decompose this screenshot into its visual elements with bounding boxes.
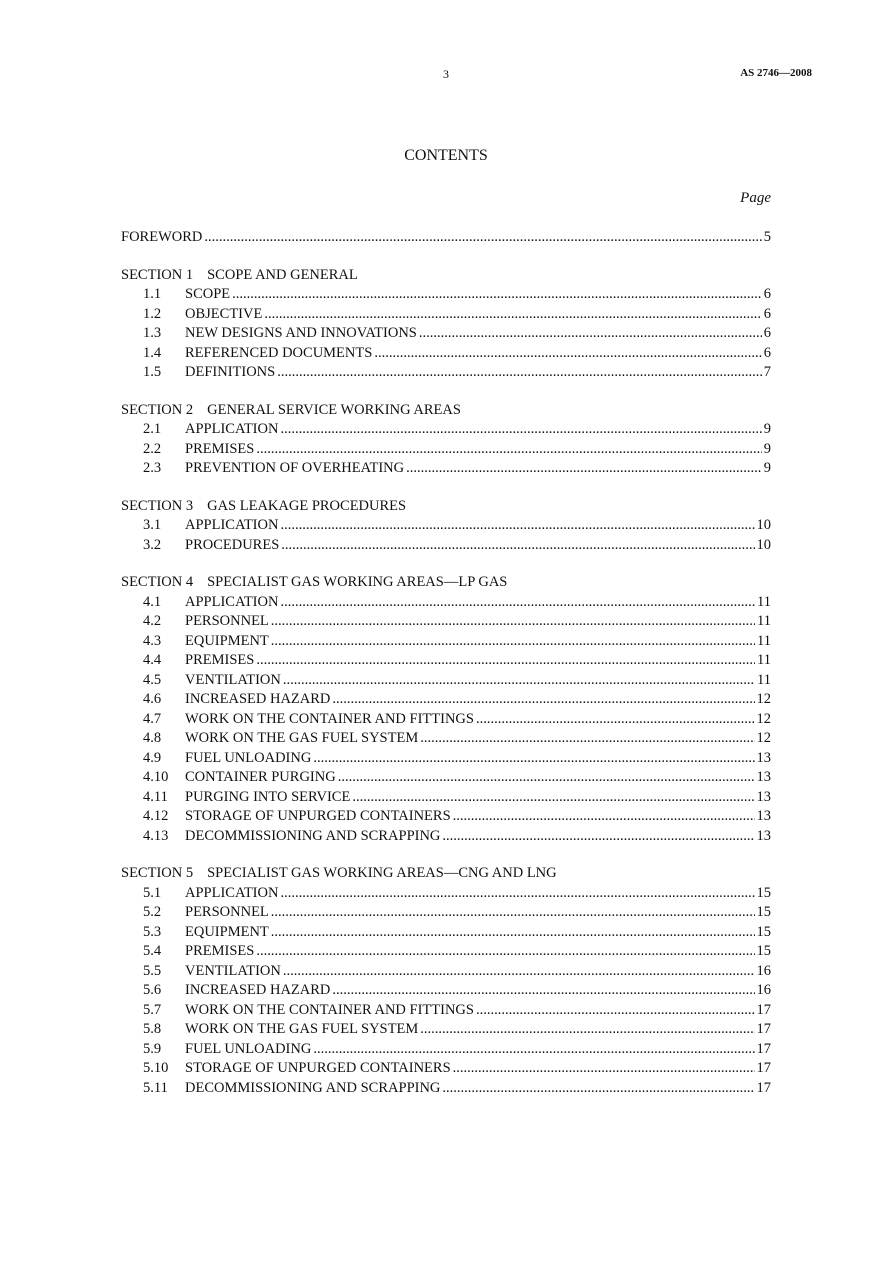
document-code: AS 2746—2008 — [740, 67, 812, 79]
leader-dots — [453, 807, 755, 827]
toc-entry[interactable] — [121, 807, 771, 827]
leader-dots — [406, 459, 762, 479]
toc-entry-title: CONTAINER PURGING — [185, 769, 336, 785]
section-label: SECTION 4 — [121, 574, 194, 590]
section-heading[interactable] — [121, 573, 771, 593]
toc-entry[interactable] — [121, 903, 771, 923]
toc-entry-title: APPLICATION — [185, 517, 279, 533]
toc-entry-title: FUEL UNLOADING — [185, 1040, 312, 1057]
toc-entry-page: 12 — [756, 691, 771, 707]
toc-entry-number: 4.3 — [143, 632, 162, 649]
toc-entry-page: 9 — [763, 460, 771, 476]
page-column-label: Page — [740, 190, 771, 206]
toc-entry[interactable] — [121, 690, 771, 710]
section-heading[interactable] — [121, 401, 771, 421]
leader-dots — [338, 768, 755, 788]
toc-entry-title: PREVENTION OF OVERHEATING — [185, 460, 405, 476]
contents-title: CONTENTS — [404, 147, 488, 164]
toc-entry-number: 4.12 — [143, 808, 169, 824]
toc-entry[interactable] — [121, 1059, 771, 1079]
toc-entry-number: 2.3 — [143, 460, 162, 476]
toc-entry[interactable] — [121, 788, 771, 808]
toc-entry-number: 5.7 — [143, 1001, 162, 1018]
section-title: GAS LEAKAGE PROCEDURES — [207, 497, 407, 514]
leader-dots — [256, 440, 761, 460]
toc-entry[interactable] — [121, 593, 771, 613]
leader-dots — [283, 671, 755, 691]
toc-entry-title: PREMISES — [185, 652, 255, 668]
toc-entry-number: 1.2 — [143, 305, 162, 322]
toc-entry-title: INCREASED HAZARD — [185, 691, 331, 707]
leader-dots — [332, 690, 754, 710]
toc-entry-page: 10 — [756, 517, 771, 533]
leader-dots — [313, 749, 754, 769]
toc-entry[interactable] — [121, 632, 771, 652]
toc-entry-page: 15 — [756, 884, 771, 901]
toc-entry[interactable] — [121, 1079, 771, 1099]
leader-dots — [280, 593, 755, 613]
toc-entry-title: WORK ON THE GAS FUEL SYSTEM — [185, 730, 419, 746]
toc-entry-title: OBJECTIVE — [185, 305, 263, 322]
toc-entry-page: 17 — [756, 1001, 771, 1018]
leader-dots — [476, 710, 755, 730]
toc-entry[interactable] — [121, 962, 771, 982]
leader-dots — [332, 981, 754, 1001]
toc-entry-number: 4.5 — [143, 671, 162, 688]
toc-entry-number: 2.1 — [143, 421, 162, 437]
toc-entry[interactable] — [121, 1001, 771, 1021]
toc-entry-page: 7 — [763, 364, 771, 380]
toc-entry-number: 4.13 — [143, 827, 169, 844]
toc-entry-page: 16 — [756, 982, 771, 998]
toc-entry[interactable] — [121, 459, 771, 479]
section-label: SECTION 5 — [121, 865, 194, 881]
toc-entry-title: STORAGE OF UNPURGED CONTAINERS — [185, 1060, 451, 1076]
toc-entry[interactable] — [121, 768, 771, 788]
toc-entry-title: INCREASED HAZARD — [185, 982, 331, 998]
toc-entry-number: 4.2 — [143, 613, 162, 629]
toc-entry-number: 4.10 — [143, 769, 169, 785]
toc-entry[interactable] — [121, 827, 771, 847]
leader-dots — [352, 788, 754, 808]
leader-dots — [256, 651, 755, 671]
section-label: SECTION 3 — [121, 497, 194, 514]
toc-entry[interactable] — [121, 305, 771, 325]
toc-entry-number: 1.5 — [143, 364, 162, 380]
toc-entry-page: 17 — [756, 1040, 771, 1057]
toc-entry[interactable] — [121, 1020, 771, 1040]
toc-entry-number: 5.4 — [143, 943, 162, 959]
toc-entry-number: 4.9 — [143, 749, 162, 766]
toc-entry[interactable] — [121, 324, 771, 344]
toc-entry-page: 15 — [756, 904, 771, 920]
toc-entry-title: PURGING INTO SERVICE — [185, 788, 351, 805]
section-title: SPECIALIST GAS WORKING AREAS—LP GAS — [207, 574, 508, 590]
leader-dots — [442, 827, 754, 847]
leader-dots — [271, 903, 755, 923]
leader-dots — [280, 884, 754, 904]
section-heading[interactable] — [121, 864, 771, 884]
toc-entry-title: WORK ON THE CONTAINER AND FITTINGS — [185, 1001, 474, 1018]
toc-entry-title: NEW DESIGNS AND INNOVATIONS — [185, 325, 417, 341]
toc-entry-title: STORAGE OF UNPURGED CONTAINERS — [185, 808, 451, 824]
section-heading[interactable] — [121, 497, 771, 517]
toc-entry-title: APPLICATION — [185, 884, 279, 901]
toc-entry[interactable] — [121, 344, 771, 364]
toc-entry-page: 6 — [763, 305, 771, 322]
section-title: SCOPE AND GENERAL — [207, 266, 358, 283]
leader-dots — [420, 729, 754, 749]
toc-entry-title: VENTILATION — [185, 962, 281, 979]
toc-entry-title: SCOPE — [185, 286, 231, 302]
section-title: SPECIALIST GAS WORKING AREAS—CNG AND LNG — [207, 865, 557, 881]
toc-entry-title: PREMISES — [185, 440, 255, 457]
toc-entry-page: 6 — [763, 325, 771, 341]
leader-dots — [280, 420, 761, 440]
toc-entry-title: DECOMMISSIONING AND SCRAPPING — [185, 1079, 441, 1096]
toc-entry-page: 6 — [763, 344, 771, 361]
leader-dots — [442, 1079, 754, 1099]
toc-entry[interactable] — [121, 612, 771, 632]
toc-entry[interactable] — [121, 516, 771, 536]
leader-dots — [420, 1020, 754, 1040]
toc-entry-number: 5.3 — [143, 923, 162, 940]
leader-dots — [453, 1059, 755, 1079]
toc-entry-number: 5.6 — [143, 982, 162, 998]
leader-dots — [419, 324, 762, 344]
toc-entry-page: 13 — [756, 788, 771, 805]
section-title: GENERAL SERVICE WORKING AREAS — [207, 401, 461, 418]
leader-dots — [280, 516, 754, 536]
toc-entry-page: 13 — [756, 808, 771, 824]
leader-dots — [476, 1001, 755, 1021]
leader-dots — [277, 363, 762, 383]
toc-entry-title: EQUIPMENT — [185, 632, 269, 649]
toc-entry-number: 5.5 — [143, 962, 162, 979]
toc-entry-page: 16 — [756, 962, 771, 979]
toc-entry[interactable] — [121, 671, 771, 691]
toc-entry-number: 1.4 — [143, 344, 162, 361]
toc-entry-page: 11 — [757, 632, 771, 649]
toc-entry-page: 17 — [756, 1021, 771, 1037]
toc-entry-number: 4.1 — [143, 593, 162, 610]
toc-entry-number: 5.8 — [143, 1021, 162, 1037]
leader-dots — [204, 228, 761, 248]
toc-entry-title: PERSONNEL — [185, 904, 269, 920]
toc-entry-number: 1.3 — [143, 325, 162, 341]
section-label: SECTION 2 — [121, 401, 194, 418]
toc-entry-page: 12 — [756, 710, 771, 727]
toc-entry[interactable] — [121, 651, 771, 671]
toc-entry-page: 9 — [763, 421, 771, 437]
toc-entry[interactable] — [121, 884, 771, 904]
toc-entry-number: 3.1 — [143, 517, 162, 533]
toc-entry-number: 5.11 — [143, 1079, 168, 1096]
leader-dots — [256, 942, 754, 962]
sections-list — [121, 266, 771, 1099]
leader-dots — [271, 632, 755, 652]
leader-dots — [232, 285, 762, 305]
section-heading[interactable] — [121, 266, 771, 286]
toc-entry-page: 5 — [763, 229, 771, 245]
toc-entry-title: APPLICATION — [185, 421, 279, 437]
toc-entry-page: 17 — [756, 1079, 771, 1096]
toc-entry-foreword[interactable] — [121, 228, 771, 248]
toc-entry-page: 12 — [756, 730, 771, 746]
toc-entry-number: 1.1 — [143, 286, 162, 302]
toc-entry-number: 5.9 — [143, 1040, 162, 1057]
toc-entry-page: 11 — [757, 613, 771, 629]
toc-entry-title: FUEL UNLOADING — [185, 749, 312, 766]
toc-entry-number: 4.8 — [143, 730, 162, 746]
toc-entry[interactable] — [121, 285, 771, 305]
toc-entry-page: 11 — [757, 671, 771, 688]
toc-entry-page: 17 — [756, 1060, 771, 1076]
toc-entry-page: 13 — [756, 827, 771, 844]
leader-dots — [271, 612, 755, 632]
toc-entry-page: 13 — [756, 769, 771, 785]
toc-entry[interactable] — [121, 749, 771, 769]
toc-entry-page: 15 — [756, 943, 771, 959]
toc-entry-title: DEFINITIONS — [185, 364, 276, 380]
toc-entry-number: 5.10 — [143, 1060, 169, 1076]
leader-dots — [281, 536, 754, 556]
table-of-contents — [121, 228, 771, 1098]
toc-entry-page: 10 — [756, 536, 771, 553]
toc-entry-title: PREMISES — [185, 943, 255, 959]
toc-entry[interactable] — [121, 923, 771, 943]
toc-entry-page: 11 — [757, 652, 771, 668]
section-label: SECTION 1 — [121, 266, 194, 283]
toc-entry[interactable] — [121, 710, 771, 730]
page-number: 3 — [443, 67, 449, 81]
toc-entry[interactable] — [121, 440, 771, 460]
toc-entry-title: EQUIPMENT — [185, 923, 269, 940]
toc-entry-title: WORK ON THE GAS FUEL SYSTEM — [185, 1021, 419, 1037]
toc-entry[interactable] — [121, 363, 771, 383]
toc-entry-title: APPLICATION — [185, 593, 279, 610]
toc-entry[interactable] — [121, 942, 771, 962]
toc-entry[interactable] — [121, 536, 771, 556]
leader-dots — [374, 344, 761, 364]
leader-dots — [283, 962, 755, 982]
toc-entry-title: FOREWORD — [121, 229, 203, 245]
toc-entry-page: 13 — [756, 749, 771, 766]
toc-entry-number: 5.2 — [143, 904, 162, 920]
toc-entry-page: 9 — [763, 440, 771, 457]
toc-entry[interactable] — [121, 420, 771, 440]
toc-entry-page: 15 — [756, 923, 771, 940]
toc-entry-title: REFERENCED DOCUMENTS — [185, 344, 373, 361]
leader-dots — [313, 1040, 754, 1060]
toc-entry-number: 4.4 — [143, 652, 162, 668]
toc-entry-number: 3.2 — [143, 536, 162, 553]
toc-entry-number: 5.1 — [143, 884, 162, 901]
toc-entry-title: WORK ON THE CONTAINER AND FITTINGS — [185, 710, 474, 727]
toc-entry-page: 11 — [757, 593, 771, 610]
toc-entry-number: 4.7 — [143, 710, 162, 727]
toc-entry-title: VENTILATION — [185, 671, 281, 688]
toc-entry[interactable] — [121, 1040, 771, 1060]
toc-entry-number: 4.6 — [143, 691, 162, 707]
toc-entry-number: 4.11 — [143, 788, 168, 805]
leader-dots — [264, 305, 761, 325]
toc-entry-title: DECOMMISSIONING AND SCRAPPING — [185, 827, 441, 844]
toc-entry-title: PERSONNEL — [185, 613, 269, 629]
toc-entry[interactable] — [121, 729, 771, 749]
toc-entry-page: 6 — [763, 286, 771, 302]
toc-entry-title: PROCEDURES — [185, 536, 280, 553]
toc-entry[interactable] — [121, 981, 771, 1001]
leader-dots — [271, 923, 755, 943]
toc-entry-number: 2.2 — [143, 440, 162, 457]
